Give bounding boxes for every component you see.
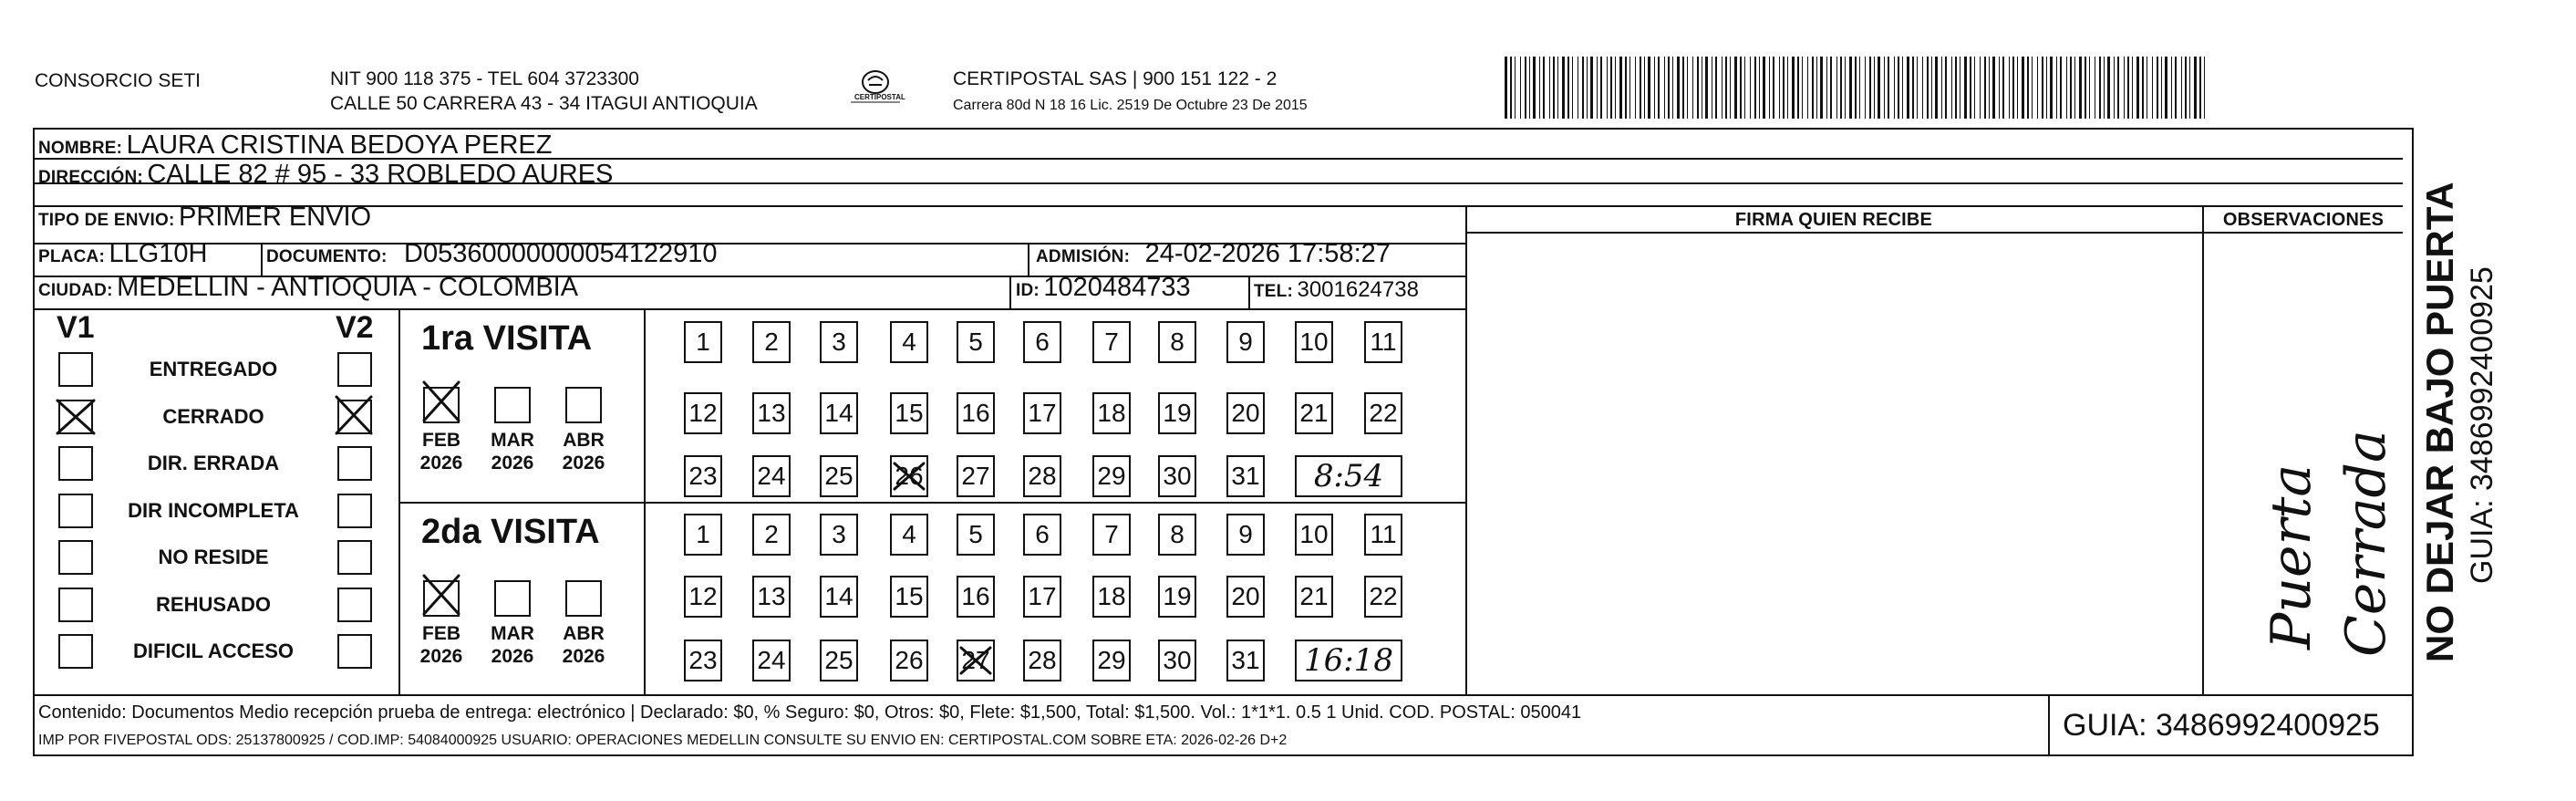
day-box[interactable]: 21 [1295,576,1333,618]
barcode-bar [1510,57,1512,119]
v2-checkbox[interactable] [337,494,372,528]
barcode-bar [1836,57,1837,119]
barcode-bar [1974,57,1975,119]
barcode-bar [1658,57,1660,119]
visit-time: 8:54 [1295,455,1402,497]
barcode-bar [1951,57,1952,119]
barcode-bar [1587,57,1588,119]
barcode-bar [1917,57,1918,119]
day-box[interactable]: 1 [684,514,722,556]
day-box[interactable]: 17 [1023,392,1061,434]
barcode-bar [1529,57,1530,119]
barcode-bar [1802,57,1803,119]
barcode-bar [2060,57,2062,119]
v1-checkbox[interactable] [58,588,93,622]
barcode-bar [1619,57,1622,119]
v2-checkbox[interactable] [337,446,372,481]
barcode-bar [2175,57,2177,119]
month-check-mark [421,380,461,423]
ciudad-label: CIUDAD: [38,281,113,300]
barcode-bar [1597,57,1598,119]
day-box[interactable]: 1 [684,321,722,363]
v1-checkbox[interactable] [58,540,93,575]
barcode-bar [1816,57,1817,119]
barcode-bar [1826,57,1827,119]
barcode-bar [2032,57,2033,119]
barcode-bar [1894,57,1895,119]
address-line: CALLE 50 CARRERA 43 - 34 ITAGUI ANTIOQUIA [330,93,758,114]
nombre-field [38,130,552,161]
day-box[interactable]: 31 [1226,455,1265,497]
day-box[interactable]: 28 [1023,455,1061,497]
barcode-bar [2085,57,2086,119]
barcode-bar [1664,57,1665,119]
barcode-bar [2152,57,2153,119]
footer-guia: GUIA: 3486992400925 [2063,708,2380,743]
day-box[interactable]: 31 [1226,640,1265,681]
status-label: DIR INCOMPLETA [128,498,299,522]
barcode-bar [1931,57,1932,119]
nombre-label: NOMBRE: [38,139,123,158]
barcode-bar [1515,57,1516,119]
barcode-bar [2089,57,2090,119]
tel-field [1254,277,1419,303]
day-box[interactable]: 27 [957,455,995,497]
barcode-bar [1600,57,1602,119]
barcode-bar [1505,57,1507,119]
barcode-bar [1907,57,1909,119]
barcode-bar [2114,57,2115,119]
barcode-bar [1539,57,1540,119]
barcode-bar [1849,57,1852,119]
month-label: MAR 2026 [491,623,534,667]
v2-checkbox[interactable] [337,352,372,387]
v2-checkbox[interactable] [337,634,372,669]
ciudad-value: MEDELLIN - ANTIOQUIA - COLOMBIA [117,273,579,302]
day-box[interactable]: 30 [1158,455,1196,497]
barcode-bar [1935,57,1938,119]
barcode-bar [1902,57,1903,119]
day-check-mark [892,461,926,492]
observaciones-handwritten-2: Cerrada [2334,430,2398,657]
barcode-bar [1759,57,1760,119]
barcode-bar [1722,57,1723,119]
documento-label: DOCUMENTO: [266,247,388,266]
id-value: 1020484733 [1043,273,1191,302]
day-box[interactable]: 23 [684,640,722,681]
barcode-bar [2161,57,2162,119]
barcode-bar [1557,57,1558,119]
barcode-bar [1970,57,1971,119]
day-box[interactable]: 22 [1364,392,1402,434]
day-box[interactable]: 5 [957,321,995,363]
visit-title: 1ra VISITA [421,319,593,358]
day-box[interactable]: 9 [1226,321,1265,363]
month-checkbox[interactable] [494,387,531,423]
barcode-bar [1878,57,1880,119]
barcode-bar [2165,57,2167,119]
day-box[interactable]: 5 [957,514,995,556]
tel-label: TEL: [1254,282,1294,301]
month-label: MAR 2026 [491,430,534,473]
barcode-bar [1830,57,1832,119]
barcode [1505,57,2212,119]
barcode-bar [1553,57,1555,119]
barcode-bar [1629,57,1630,119]
status-label: DIR. ERRADA [147,452,280,474]
barcode-bar [1941,57,1942,119]
month-checkbox[interactable] [565,580,602,617]
day-box[interactable]: 24 [752,640,791,681]
barcode-bar [1625,57,1627,119]
company-name: CONSORCIO SETI [35,70,202,91]
barcode-bar [2157,57,2158,119]
status-label: ENTREGADO [149,358,278,380]
tipo-envio-label: TIPO DE ENVIO: [38,211,175,230]
day-box[interactable]: 4 [890,321,928,363]
v1-checkbox[interactable] [58,634,93,669]
documento-field [266,239,718,269]
day-box[interactable]: 15 [890,576,928,618]
barcode-bar [1648,57,1650,119]
barcode-bar [1572,57,1573,119]
day-box[interactable]: 29 [1092,455,1131,497]
barcode-bar [1980,57,1981,119]
day-box[interactable]: 7 [1092,321,1131,363]
v2-check-mark [334,394,374,436]
nombre-value: LAURA CRISTINA BEDOYA PEREZ [126,130,553,160]
barcode-bar [1865,57,1866,119]
barcode-bar [1945,57,1947,119]
side-title: NO DEJAR BAJO PUERTA [2418,182,2461,662]
day-box[interactable]: 27 [957,640,995,681]
barcode-bar [1677,57,1680,119]
barcode-bar [1730,57,1731,119]
barcode-bar [2046,57,2047,119]
tipo-envio-value: PRIMER ENVIO [179,203,372,232]
day-box[interactable]: 16 [957,392,995,434]
day-box[interactable]: 14 [820,392,858,434]
barcode-bar [1840,57,1842,119]
v1-checkbox[interactable] [58,352,93,387]
day-box[interactable]: 29 [1092,640,1131,681]
month-check-mark [421,573,461,617]
day-box[interactable]: 2 [752,321,791,363]
day-box[interactable]: 18 [1092,392,1131,434]
visit-time: 16:18 [1295,640,1402,681]
carrier-line: CERTIPOSTAL SAS | 900 151 122 - 2 [953,68,1278,89]
barcode-bar [1792,57,1795,119]
id-field [1016,273,1191,303]
barcode-bar [1999,57,2000,119]
barcode-bar [1567,57,1569,119]
barcode-bar [1845,57,1846,119]
day-box[interactable]: 6 [1023,514,1061,556]
barcode-bar [1744,57,1745,119]
visit-title: 2da VISITA [421,513,600,551]
barcode-bar [1955,57,1957,119]
admision-value: 24-02-2026 17:58:27 [1144,239,1391,268]
month-label: ABR 2026 [562,623,605,667]
barcode-bar [1635,57,1636,119]
barcode-bar [2009,57,2010,119]
month-label: ABR 2026 [562,430,605,473]
barcode-bar [2017,57,2018,119]
status-label: CERRADO [162,404,264,428]
barcode-bar [1964,57,1967,119]
barcode-bar [1927,57,1929,119]
barcode-bar [1562,57,1565,119]
barcode-bar [2074,57,2075,119]
v1-checkbox[interactable] [58,494,93,528]
barcode-bar [2185,57,2187,119]
barcode-bar [2027,57,2029,119]
day-box[interactable]: 3 [820,514,858,556]
barcode-bar [2142,57,2144,119]
status-label: REHUSADO [156,592,271,616]
day-box[interactable]: 19 [1158,392,1196,434]
day-box[interactable]: 26 [890,640,928,681]
barcode-bar [2070,57,2072,119]
barcode-bar [1820,57,1823,119]
barcode-bar [1734,57,1737,119]
barcode-bar [2124,57,2125,119]
barcode-bar [1779,57,1780,119]
barcode-bar [1984,57,1986,119]
barcode-bar [2132,57,2133,119]
barcode-bar [1725,57,1727,119]
day-box[interactable]: 26 [890,455,928,497]
firma-header: FIRMA QUIEN RECIBE [1734,210,1933,230]
barcode-bar [2107,57,2110,119]
day-box[interactable]: 30 [1158,640,1196,681]
barcode-bar [1640,57,1641,119]
barcode-bar [2181,57,2182,119]
barcode-bar [1672,57,1673,119]
observaciones-header: OBSERVACIONES [2222,210,2385,230]
barcode-bar [1654,57,1655,119]
barcode-bar [2050,57,2053,119]
barcode-bar [1783,57,1785,119]
certipostal-logo [843,66,907,113]
v2-header: V2 [336,310,374,345]
barcode-bar [1787,57,1788,119]
day-box[interactable]: 3 [820,321,858,363]
day-box[interactable]: 13 [752,392,791,434]
barcode-bar [2189,57,2190,119]
barcode-bar [1855,57,1857,119]
day-box[interactable]: 20 [1226,576,1265,618]
day-box[interactable]: 25 [820,455,858,497]
barcode-bar [2056,57,2057,119]
day-box[interactable]: 21 [1295,392,1333,434]
v1-header: V1 [57,310,95,345]
tel-value: 3001624738 [1297,277,1419,302]
day-check-mark [958,645,993,676]
v1-check-mark [55,398,97,436]
barcode-bar [2079,57,2082,119]
barcode-bar [1715,57,1717,119]
barcode-bar [2104,57,2105,119]
barcode-bar [1525,57,1526,119]
barcode-bar [1543,57,1545,119]
day-box[interactable]: 4 [890,514,928,556]
day-box[interactable]: 13 [752,576,791,618]
barcode-bar [1692,57,1693,119]
day-box[interactable]: 19 [1158,576,1196,618]
day-box[interactable]: 22 [1364,576,1402,618]
barcode-bar [2022,57,2024,119]
barcode-bar [1763,57,1765,119]
barcode-bar [1533,57,1536,119]
day-box[interactable]: 12 [684,576,722,618]
barcode-bar [2099,57,2101,119]
day-box[interactable]: 23 [684,455,722,497]
status-label: NO RESIDE [158,546,269,568]
placa-label: PLACA: [38,247,105,266]
direccion-label: DIRECCIÓN: [38,168,143,187]
placa-value: LLG10H [109,239,208,268]
barcode-bar [1668,57,1670,119]
day-box[interactable]: 20 [1226,392,1265,434]
barcode-bar [2194,57,2197,119]
barcode-bar [1992,57,1995,119]
barcode-bar [1859,57,1860,119]
day-box[interactable]: 24 [752,455,791,497]
barcode-bar [1754,57,1756,119]
day-box[interactable]: 7 [1092,514,1131,556]
barcode-bar [2199,57,2201,119]
barcode-bar [2117,57,2119,119]
day-box[interactable]: 10 [1295,321,1333,363]
barcode-bar [1884,57,1885,119]
barcode-bar [1644,57,1645,119]
month-checkbox[interactable] [494,580,531,617]
barcode-bar [1888,57,1889,119]
barcode-bar [1773,57,1774,119]
day-box[interactable]: 2 [752,514,791,556]
barcode-bar [1869,57,1871,119]
nit-line: NIT 900 118 375 - TEL 604 3723300 [330,68,639,89]
ciudad-field [38,273,578,303]
carrier-license: Carrera 80d N 18 16 Lic. 2519 De Octubre 23 De 2015 [953,98,1308,113]
barcode-bar [2066,57,2067,119]
barcode-bar [2042,57,2043,119]
day-box[interactable]: 28 [1023,640,1061,681]
day-box[interactable]: 16 [957,576,995,618]
v1-checkbox[interactable] [58,446,93,481]
barcode-bar [1750,57,1751,119]
barcode-bar [1989,57,1990,119]
day-box[interactable]: 6 [1023,321,1061,363]
barcode-bar [1590,57,1593,119]
barcode-bar [1912,57,1914,119]
barcode-bar [1797,57,1799,119]
month-label: FEB 2026 [419,623,463,667]
id-label: ID: [1016,281,1040,300]
admision-label: ADMISIÓN: [1036,247,1131,266]
month-label: FEB 2026 [419,430,463,473]
day-box[interactable]: 12 [684,392,722,434]
barcode-bar [2037,57,2038,119]
barcode-bar [1740,57,1742,119]
side-guia: GUIA: 3486992400925 [2465,266,2499,584]
barcode-bar [1582,57,1584,119]
day-box[interactable]: 8 [1158,321,1196,363]
day-box[interactable]: 11 [1364,321,1402,363]
documento-value: D05360000000054122910 [404,239,718,268]
footer-contenido: Contenido: Documentos Medio recepción prueba de entrega: electrónico | Declarado: $0, % Seguro: $0, Otros: $0, Flete: $1,500, Total: $1,500. Vol.: 1*1*1. 0.5 1 Unid. COD. POSTAL: 050041 [38,702,1582,723]
barcode-bar [1520,57,1521,119]
barcode-bar [2136,57,2139,119]
observaciones-handwritten-1: Puerta [2260,463,2323,650]
barcode-bar [1812,57,1814,119]
direccion-field [38,160,613,190]
status-label: DIFICIL ACCESO [132,640,294,662]
day-box[interactable]: 15 [890,392,928,434]
barcode-bar [2171,57,2172,119]
day-box[interactable]: 8 [1158,514,1196,556]
admision-field [1036,239,1391,269]
barcode-bar [1922,57,1923,119]
barcode-bar [2127,57,2129,119]
barcode-bar [1807,57,1808,119]
barcode-bar [1615,57,1616,119]
day-box[interactable]: 11 [1364,514,1402,556]
tipo-envio-field [38,203,371,233]
barcode-bar [1549,57,1550,119]
logo-text: CERTIPOSTAL [854,93,905,101]
barcode-bar [1682,57,1684,119]
barcode-bar [1697,57,1699,119]
barcode-bar [1687,57,1688,119]
barcode-bar [1607,57,1608,119]
barcode-bar [1898,57,1899,119]
day-box[interactable]: 17 [1023,576,1061,618]
barcode-bar [1610,57,1612,119]
day-box[interactable]: 14 [820,576,858,618]
day-box[interactable]: 25 [820,640,858,681]
barcode-bar [2002,57,2004,119]
barcode-bar [2204,57,2205,119]
day-box[interactable]: 9 [1226,514,1265,556]
month-checkbox[interactable] [565,387,602,423]
barcode-bar [1769,57,1770,119]
footer-imp: IMP POR FIVEPOSTAL ODS: 25137800925 / COD.IMP: 54084000925 USUARIO: OPERACIONES MEDELLIN CONSULTE SU ENVIO EN: CERTIPOSTAL.COM SOBRE ETA: 2026-02-26 D+2 [38,733,1288,748]
barcode-bar [1874,57,1875,119]
v2-checkbox[interactable] [337,540,372,575]
barcode-bar [1705,57,1708,119]
day-box[interactable]: 10 [1295,514,1333,556]
signature-area[interactable] [1468,234,2200,692]
day-box[interactable]: 18 [1092,576,1131,618]
placa-field [38,239,207,269]
v2-checkbox[interactable] [337,588,372,622]
barcode-bar [2012,57,2014,119]
direccion-value: CALLE 82 # 95 - 33 ROBLEDO AURES [147,160,614,189]
